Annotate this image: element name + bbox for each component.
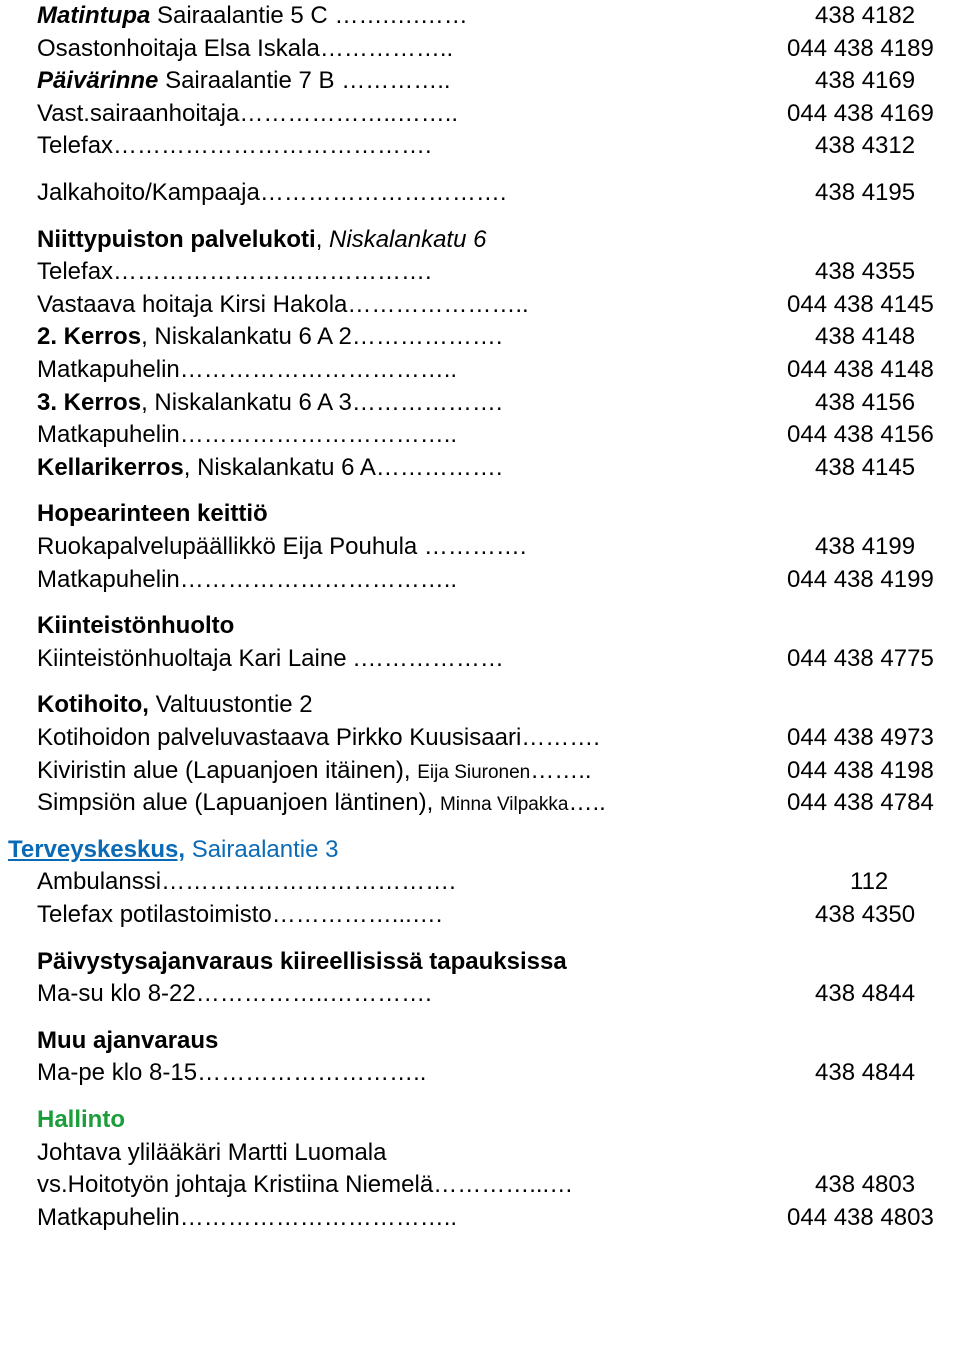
entry-text: vs.Hoitotyön johtaja Kristiina Niemelä — [37, 1171, 434, 1199]
directory-line — [0, 755, 960, 787]
entry-text[interactable]: Terveyskeskus, — [8, 835, 186, 863]
dot-leader: ………….. — [341, 67, 451, 95]
entry-text: Vast.sairaanhoitaja — [37, 99, 240, 127]
dot-leader: …………………………………. — [113, 132, 432, 160]
dot-leader: ………………….. — [347, 290, 529, 318]
entry-text: Sairaalantie 3 — [185, 835, 339, 863]
entry-label — [37, 1057, 727, 1089]
entry-text: Kotihoidon palveluvastaava Pirkko Kuusisaari — [37, 724, 522, 751]
dot-leader: …………….. — [319, 34, 454, 62]
directory-line — [0, 177, 960, 209]
entry-label — [37, 1104, 727, 1136]
phone-number: 044 438 4784 — [787, 789, 934, 817]
entry-label — [37, 1169, 727, 1201]
directory-line — [0, 643, 960, 675]
entry-label — [37, 224, 727, 256]
dot-leader: …………………………….. — [179, 421, 458, 449]
directory-line — [0, 1137, 960, 1169]
entry-text: Niskalankatu 6 — [329, 225, 487, 253]
dot-leader: …………………………….. — [179, 356, 458, 383]
entry-text: Vastaava hoitaja Kirsi Hakola — [37, 290, 348, 318]
phone-number: 438 4355 — [815, 258, 916, 286]
entry-label — [37, 321, 727, 353]
directory-line — [0, 531, 960, 563]
phone-number: 438 4803 — [815, 1171, 916, 1199]
entry-label — [37, 498, 727, 530]
directory-line — [0, 289, 960, 321]
entry-label — [37, 946, 727, 978]
dot-leader: …………...… — [433, 1171, 574, 1199]
entry-text: Muu ajanvaraus — [37, 1026, 219, 1054]
directory-line — [0, 1169, 960, 1201]
entry-text: Minna Vilpakka — [439, 794, 569, 816]
dot-leader: …….….…… — [334, 2, 468, 29]
entry-text: Matkapuhelin — [37, 356, 180, 383]
entry-label — [37, 866, 727, 898]
entry-text: , Niskalankatu 6 A — [183, 453, 376, 481]
directory-line — [0, 689, 960, 721]
phone-number: 044 438 4156 — [787, 421, 934, 449]
entry-text: Kiinteistönhuolto — [37, 612, 235, 640]
dot-leader: ….. — [568, 789, 606, 817]
directory-line — [0, 978, 960, 1010]
phone-number: 112 — [850, 868, 889, 896]
dot-leader: ………………………………. — [161, 868, 456, 896]
entry-text: Sairaalantie 5 C — [150, 2, 335, 29]
directory-line — [0, 899, 960, 931]
entry-text: Kellarikerros — [37, 453, 184, 481]
entry-text: Niittypuiston palvelukoti — [37, 225, 316, 253]
entry-label — [37, 256, 727, 288]
phone-number: 044 438 4198 — [787, 756, 934, 784]
directory-line — [0, 610, 960, 642]
entry-text: 2. Kerros — [37, 323, 142, 351]
phone-number: 044 438 4148 — [787, 356, 934, 383]
entry-label — [37, 1025, 727, 1057]
directory-line — [0, 387, 960, 419]
entry-label — [37, 1137, 727, 1169]
entry-label — [37, 289, 727, 321]
directory-line — [0, 1025, 960, 1057]
entry-text: Telefax potilastoimisto — [37, 901, 272, 928]
directory-line — [0, 452, 960, 484]
entry-text: Johtava ylilääkäri Martti Luomala — [37, 1138, 387, 1166]
entry-text: Matkapuhelin — [37, 1203, 180, 1231]
entry-label — [37, 610, 727, 642]
entry-label — [37, 643, 727, 675]
phone-number: 438 4145 — [815, 453, 916, 481]
entry-label — [37, 722, 727, 754]
directory-line — [0, 0, 960, 32]
entry-text: 3. Kerros — [37, 388, 142, 416]
entry-label — [37, 564, 727, 596]
directory-line — [0, 946, 960, 978]
phone-number: 438 4350 — [815, 901, 916, 928]
entry-text: , Niskalankatu 6 A 3 — [141, 388, 352, 416]
entry-text: Telefax — [37, 132, 114, 160]
directory-line — [0, 33, 960, 65]
phone-number: 438 4312 — [815, 132, 916, 160]
phone-number: 438 4148 — [815, 323, 916, 351]
dot-leader: ……………...…. — [271, 901, 443, 928]
dot-leader: ………. — [521, 724, 600, 751]
entry-label — [37, 177, 727, 209]
dot-leader: …….. — [530, 756, 592, 784]
dot-leader: …………. — [423, 533, 527, 560]
directory-line — [0, 130, 960, 162]
phone-number: 438 4195 — [815, 179, 916, 206]
phone-number: 044 438 4169 — [787, 99, 934, 127]
dot-leader: …………………………. — [259, 179, 507, 206]
entry-label — [37, 0, 727, 32]
entry-text: Ma-pe klo 8-15 — [37, 1059, 198, 1087]
entry-text: Päivärinne — [37, 67, 159, 95]
entry-text: Matkapuhelin — [37, 565, 180, 593]
entry-label — [37, 689, 727, 721]
directory-line — [0, 564, 960, 596]
entry-text: Eija Siuronen — [417, 761, 531, 783]
phone-number: 438 4844 — [815, 1059, 916, 1087]
entry-text: Hallinto — [37, 1106, 125, 1133]
entry-text: Telefax — [37, 258, 114, 286]
entry-label — [37, 387, 727, 419]
entry-text: Päivystysajanvaraus kiireellisissä tapauksissa — [37, 947, 567, 975]
entry-text: Matintupa — [37, 2, 151, 29]
entry-text: Jalkahoito/Kampaaja — [37, 179, 260, 206]
entry-label — [37, 452, 727, 484]
entry-label — [37, 1202, 727, 1234]
phone-number: 044 438 4145 — [787, 290, 934, 318]
dot-leader: ………………. — [351, 323, 503, 351]
phone-number: 044 438 4199 — [787, 565, 934, 593]
directory-line — [0, 98, 960, 130]
dot-leader: .……………… — [353, 644, 504, 672]
phone-number: 438 4169 — [815, 67, 916, 95]
entry-text: , — [315, 225, 330, 253]
entry-text: Kiviristin alue (Lapuanjoen itäinen), — [37, 756, 418, 784]
dot-leader: …………………………………. — [113, 258, 432, 286]
entry-text: Valtuustontie 2 — [148, 691, 313, 719]
phone-number: 044 438 4803 — [787, 1203, 934, 1231]
dot-leader: ……………. — [375, 453, 503, 481]
dot-leader: ……………..…………. — [195, 980, 432, 1008]
phone-number: 044 438 4973 — [787, 724, 934, 751]
directory-line — [0, 787, 960, 819]
entry-label — [37, 130, 727, 162]
directory-line — [0, 256, 960, 288]
phone-number: 044 438 4189 — [787, 34, 934, 62]
directory-line — [0, 722, 960, 754]
phone-number: 438 4182 — [815, 2, 916, 29]
entry-text: Hopearinteen keittiö — [37, 500, 268, 528]
directory-line — [0, 1057, 960, 1089]
phone-number: 438 4199 — [815, 533, 916, 560]
dot-leader: ………………..…….. — [239, 99, 459, 127]
directory-line — [0, 498, 960, 530]
directory-line — [0, 321, 960, 353]
entry-label — [37, 33, 727, 65]
directory-line — [0, 354, 960, 386]
phone-number: 044 438 4775 — [787, 644, 934, 672]
entry-label — [37, 419, 727, 451]
dot-leader: …………………………….. — [179, 565, 458, 593]
phone-number: 438 4844 — [815, 980, 916, 1008]
entry-text: Ruokapalvelupäällikkö Eija Pouhula — [37, 533, 424, 560]
entry-text: Kotihoito, — [37, 691, 149, 719]
directory-line — [0, 65, 960, 97]
entry-text: Ma-su klo 8-22 — [37, 980, 196, 1008]
directory-line — [0, 866, 960, 898]
entry-label — [8, 834, 698, 866]
entry-label — [37, 787, 727, 821]
entry-text: Ambulanssi — [37, 868, 162, 896]
directory-line — [0, 1104, 960, 1136]
entry-label — [37, 978, 727, 1010]
entry-label — [37, 65, 727, 97]
dot-leader: ………………. — [351, 388, 503, 416]
entry-text: Sairaalantie 7 B — [158, 67, 342, 95]
entry-text: Simpsiön alue (Lapuanjoen läntinen), — [37, 789, 440, 817]
directory-line — [0, 224, 960, 256]
entry-label — [37, 755, 727, 789]
entry-text: Kiinteistönhuoltaja Kari Laine — [37, 644, 354, 672]
directory-line — [0, 419, 960, 451]
entry-label — [37, 531, 727, 563]
entry-label — [37, 354, 727, 386]
entry-text: Osastonhoitaja Elsa Iskala — [37, 34, 320, 62]
entry-label — [37, 899, 727, 931]
directory-line — [0, 834, 960, 866]
entry-text: , Niskalankatu 6 A 2 — [141, 323, 352, 351]
dot-leader: …………………………….. — [179, 1203, 458, 1231]
dot-leader: ……………………….. — [197, 1059, 427, 1087]
entry-text: Matkapuhelin — [37, 421, 180, 449]
phone-number: 438 4156 — [815, 388, 916, 416]
entry-label — [37, 98, 727, 130]
directory-line — [0, 1202, 960, 1234]
